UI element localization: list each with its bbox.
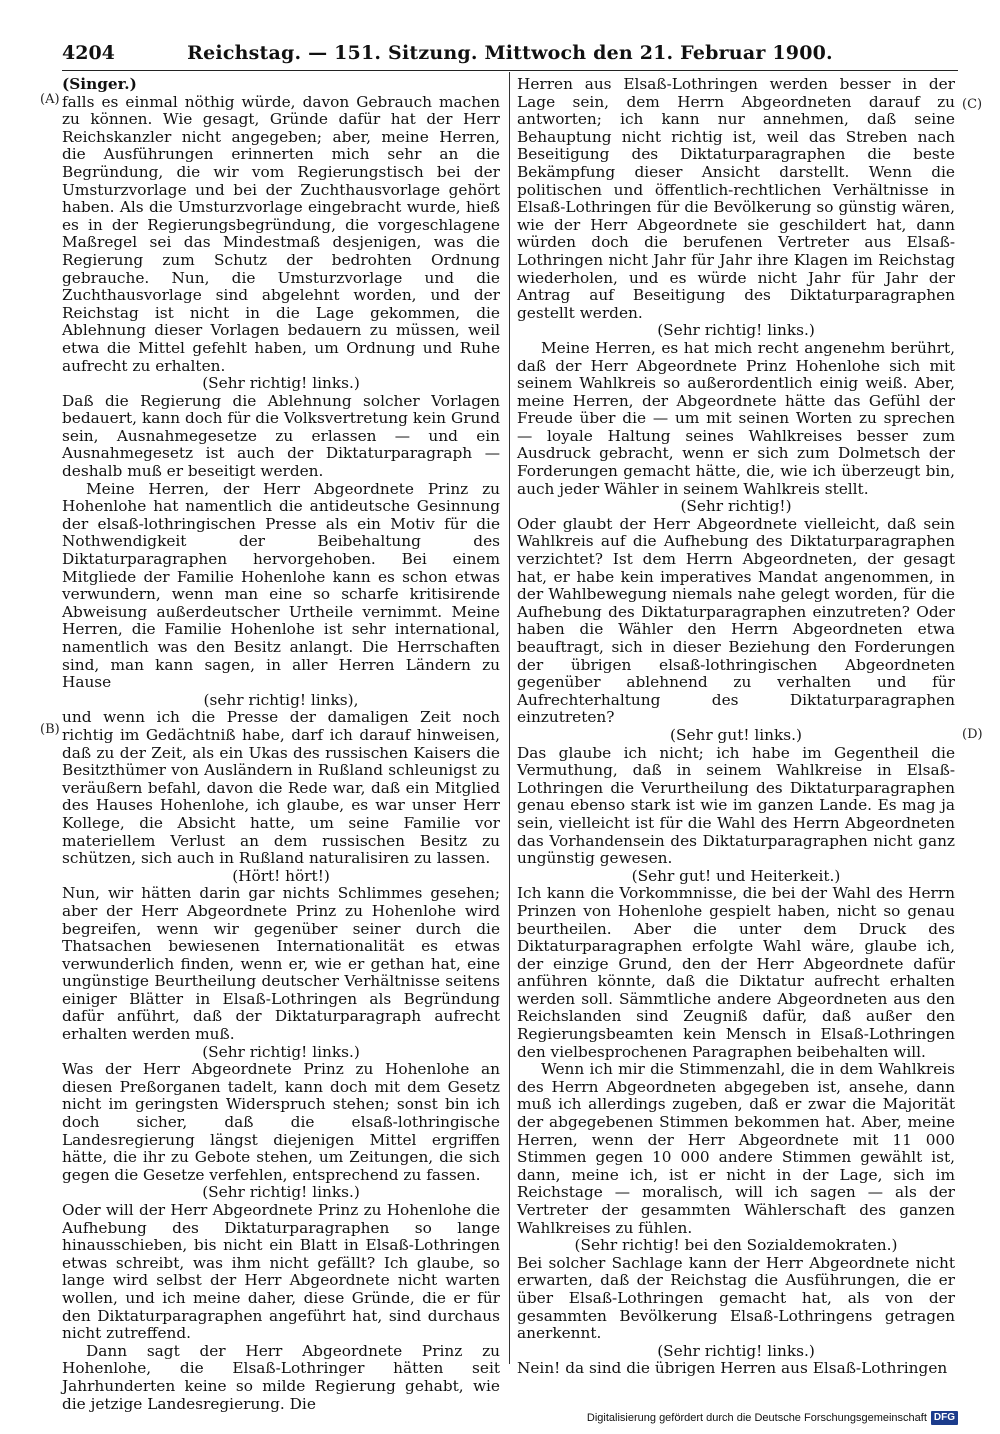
paragraph: Dann sagt der Herr Abgeordnete Prinz zu Hohenlohe, die Elsaß-Lothringer hätten seit Jahrhunderten keine so milde Regierung gehabt, wie die jetzige Landesregierung. Die [62,1341,500,1413]
interjection: (Sehr gut! und Heiterkeit.) [631,866,841,885]
page-number: 4204 [62,42,115,64]
paragraph: Wenn ich mir die Stimmenzahl, die in dem Wahlkreis des Herrn Abgeordneten abgegeben ist, ansehe, dann muß ich allerdings zugeben, daß er zwar die Majorität der abgegebenen Stimmen bekommen hat. Aber, meine Herren, wenn der Herr Abgeordnete mit 11 000 Stimmen gegen 10 000 andere Stimmen gewählt ist, dann, meine ich, ist er nicht in der Lage, sich im Reichstage — moralisch, will ich sagen — als der Vertreter der gesammten Wählerschaft des ganzen Wahlkreises zu fühlen. [517,1060,955,1237]
header-rule [62,70,958,71]
column-divider [509,72,510,1364]
margin-letter-a: (A) [40,92,60,107]
footer [587,1409,958,1427]
interjection: (Sehr richtig! links.) [202,374,360,393]
interjection: (Sehr richtig! links.) [202,1183,360,1202]
right-column [517,75,955,1378]
footer-text: Digitalisierung gefördert durch die Deutsche Forschungsgemeinschaft [586,1412,927,1424]
interjection: (Sehr richtig! links.) [202,1042,360,1061]
running-head: Reichstag. — 151. Sitzung. Mittwoch den 21. Februar 1900. [187,42,833,64]
paragraph: Herren aus Elsaß-Lothringen werden besser in der Lage sein, dem Herrn Abgeordneten darauf zu antworten; ich kann nur annehmen, daß seine Behauptung nicht richtig ist, weil das Streben nach Beseitigung des Diktaturparagraphen die beste Bekämpfung dieser Ansicht darstellt. Wenn die politischen und öffentlich-rechtlichen Verhältnisse in Elsaß-Lothringen für die Bevölkerung so günstig wären, wie der Herr Abgeordnete sie geschildert hat, dann würden doch die berufenen Vertreter aus Elsaß-Lothringen nicht Jahr für Jahr ihre Klagen im Reichstag wiederholen, und es würde nicht Jahr für Jahr der Antrag auf Beseitigung des Diktaturparagraphen gestellt werden. [517,75,955,322]
interjection: (Hört! hört!) [232,866,330,885]
paragraph: Das glaube ich nicht; ich habe im Gegentheil die Vermuthung, daß in seinem Wahlkreise in Elsaß-Lothringen die Verurtheilung des Diktaturparagraphen genau ebenso stark ist wie im ganzen Lande. Es mag ja sein, vielleicht ist für die Wahl des Herrn Abgeordneten das Vorhandensein des Diktaturparagraphen nicht ganz ungünstig gewesen. [517,743,955,868]
interjection: (Sehr richtig! links.) [657,1341,815,1360]
dfg-logo: DFG [931,1411,958,1425]
interjection: (Sehr richtig! links.) [657,321,815,340]
paragraph: Was der Herr Abgeordnete Prinz zu Hohenlohe an diesen Preßorganen tadelt, kann doch mit dem Gesetz nicht im geringsten Widerspruch stehen; sonst bin ich doch sicher, daß die elsaß-lothringische Landesregierung längst diejenigen Mittel ergriffen hätte, die ihr zu Gebote stehen, um Zeitungen, die sich gegen die Gesetze verfehlen, entsprechend zu fassen. [62,1060,500,1184]
page-header [62,38,958,68]
paragraph: Bei solcher Sachlage kann der Herr Abgeordnete nicht erwarten, daß der Reichstag die Ausführungen, die er über Elsaß-Lothringen gemacht hat, als von der gesammten Bevölkerung Elsaß-Lothringens getragen anerkennt. [517,1253,955,1343]
interjection: (Sehr richtig! bei den Sozialdemokraten.) [574,1236,898,1255]
margin-letter-b: (B) [40,722,60,737]
left-column [62,75,500,1413]
paragraph: Oder will der Herr Abgeordnete Prinz zu Hohenlohe die Aufhebung des Diktaturparagraphen so lange hinausschieben, bis nicht ein Blatt in Elsaß-Lothringen etwas schreibt, was ihm nicht gefällt? Ich glaube, so lange wird selbst der Herr Abgeordnete nicht warten wollen, und ich meine daher, diese Gründe, die er für den Diktaturparagraphen angeführt hat, sind durchaus nicht zutreffend. [62,1201,500,1343]
speaker-name: (Singer.) [62,75,137,93]
paragraph: Nun, wir hätten darin gar nichts Schlimmes gesehen; aber der Herr Abgeordnete Prinz zu Hohenlohe wird begreifen, wenn wir gegenüber seiner durch die Thatsachen bewiesenen Internationalität es etwas verwunderlich finden, wenn er, wie er gethan hat, eine ungünstige Beurtheilung deutscher Verhältnisse seitens einiger Blätter in Elsaß-Lothringen als Begründung dafür anführt, daß der Diktaturparagraph aufrecht erhalten werden muß. [62,884,500,1044]
paragraph: Ich kann die Vorkommnisse, die bei der Wahl des Herrn Prinzen von Hohenlohe gespielt haben, nicht so genau beurtheilen. Aber die unter dem Druck des Diktaturparagraphen erfolgte Wahl wäre, glaube ich, der einzige Grund, den der Herr Abgeordnete dafür anführen könnte, daß die Diktatur aufrecht erhalten werden soll. Sämmtliche andere Abgeordneten aus den Reichslanden sind Zeugniß dafür, daß außer den Regierungsbeamten kein Mensch in Elsaß-Lothringen den vielbesprochenen Paragraphen beibehalten will. [517,884,955,1061]
margin-letter-c: (C) [962,97,983,112]
paragraph: Nein! da sind die übrigen Herren aus Elsaß-Lothringen [517,1359,948,1378]
interjection: (Sehr gut! links.) [670,725,802,744]
interjection: (sehr richtig! links), [203,690,359,709]
margin-letter-d: (D) [962,727,983,742]
paragraph: Meine Herren, der Herr Abgeordnete Prinz zu Hohenlohe hat namentlich die antideutsche Gesinnung der elsaß-lothringischen Presse als ein Motiv für die Nothwendigkeit der Beibehaltung des Diktaturparagraphen hervorgehoben. Bei einem Mitgliede der Familie Hohenlohe kann es schon etwas verwundern, wenn man eine so scharfe kritisirende Abweisung außerdeutscher Urtheile vernimmt. Meine Herren, die Familie Hohenlohe ist sehr international, namentlich was den Besitz anlangt. Die Herrschaften sind, man kann sagen, in aller Herren Ländern zu Hause [62,479,500,692]
paragraph: und wenn ich die Presse der damaligen Zeit noch richtig im Gedächtniß habe, darf ich darauf hinweisen, daß zu der Zeit, als ein Ukas des russischen Kaisers die Besitzthümer von Ausländern in Rußland schleunigst zu veräußern befahl, davon die Rede war, daß ein Mitglied des Hauses Hohenlohe, ich glaube, es war unser Herr Kollege, die Absicht hatte, um seine Familie vor materiellem Verlust an dem russischen Besitz zu schützen, sich auch in Rußland naturalisiren zu lassen. [62,708,500,868]
paragraph: Meine Herren, es hat mich recht angenehm berührt, daß der Herr Abgeordnete Prinz Hohenlohe sich mit seinem Wahlkreis so außerordentlich einig weiß. Aber, meine Herren, der Abgeordnete hätte das Gefühl der Freude über die — um mit seinen Worten zu sprechen — loyale Haltung seines Wahlkreises besser zum Ausdruck gebracht, wenn er sich zum Dolmetsch der Forderungen gemacht hätte, die, wie ich überzeugt bin, auch jeder Wähler in seinem Wahlkreis stellt. [517,338,955,498]
interjection: (Sehr richtig!) [680,497,792,516]
paragraph: falls es einmal nöthig würde, davon Gebrauch machen zu können. Wie gesagt, Gründe dafür hat der Herr Reichskanzler nicht angegeben; aber, meine Herren, die Ausführungen erinnerten mich sehr an die Begründung, die wir vom Regierungstisch bei der Umsturzvorlage und bei der Zuchthausvorlage gehört haben. Als die Umsturzvorlage eingebracht wurde, hieß es in der Regierungsbegründung, die vorgeschlagene Maßregel sei das Mindestmaß desjenigen, was die Regierung zum Schutz der bedrohten Ordnung gebrauche. Nun, die Umsturzvorlage und die Zuchthausvorlage sind abgelehnt worden, und der Reichstag ist nicht in die Lage gekommen, die Ablehnung dieser Vorlagen bedauern zu müssen, weil etwa die Mittel gefehlt haben, um Ordnung und Ruhe aufrecht zu erhalten. [62,92,500,375]
paragraph: Oder glaubt der Herr Abgeordnete vielleicht, daß sein Wahlkreis auf die Aufhebung des Diktaturparagraphen verzichtet? Ist dem Herrn Abgeordneten, der gesagt hat, er habe kein imperatives Mandat angenommen, in der Wahlbewegung niemals nahe gelegt worden, für die Aufhebung des Diktaturparagraphen einzutreten? Oder haben die Wähler den Herrn Abgeordneten etwa beauftragt, sich in dieser Beziehung den Forderungen der übrigen elsaß-lothringischen Abgeordneten gegenüber ablehnend zu verhalten und für Aufrechterhaltung des Diktaturparagraphen einzutreten? [517,514,955,727]
paragraph: Daß die Regierung die Ablehnung solcher Vorlagen bedauert, kann doch für die Volksvertretung kein Grund sein, Ausnahmegesetze zu erlassen — und ein Ausnahmegesetz ist auch der Diktaturparagraph — deshalb muß er beseitigt werden. [62,391,500,481]
